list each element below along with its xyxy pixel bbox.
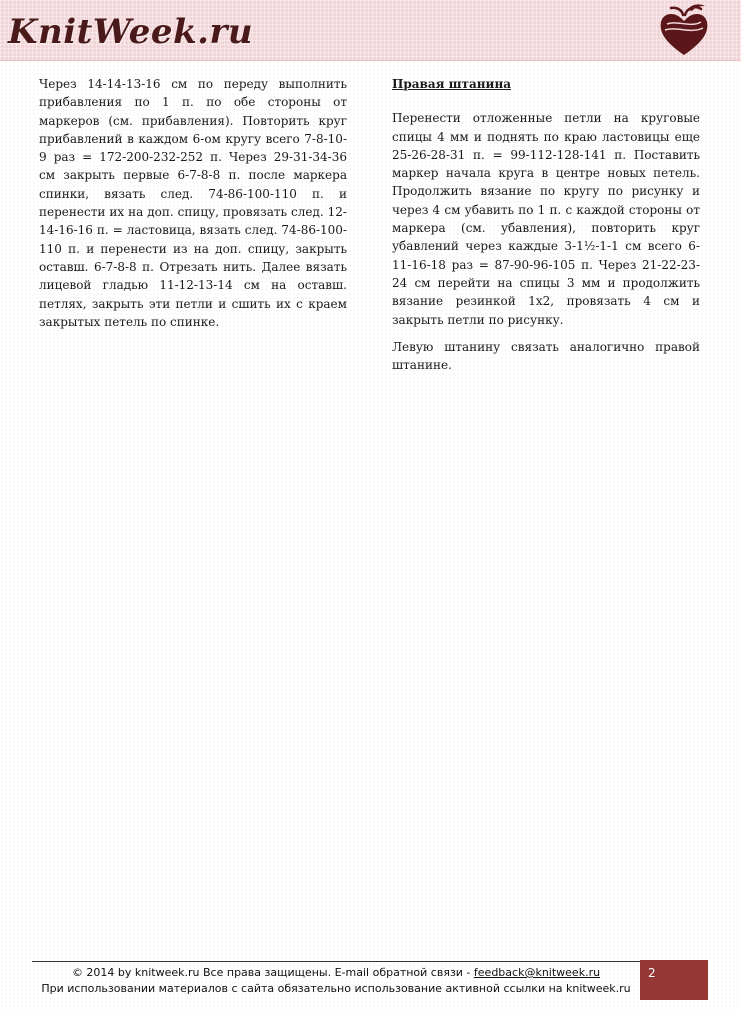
page-number: 2 [648,966,656,980]
right-paragraph-2: Левую штанину связать аналогично правой штанине. [392,339,700,373]
right-column [392,75,700,374]
footer-divider [32,961,640,962]
footer-copyright: © 2014 by knitweek.ru Все права защищены. E-mail обратной связи - [71,966,474,979]
left-paragraph: Через 14-14-13-16 см по переду выполнить прибавления по 1 п. по обе стороны от маркеров (см. прибавления). Повторить круг прибавлений в каждом 6-ом кругу всего 7-8-10-9 раз = 172-200-232-252 п. Через 29-31-34-36 см закрыть первые 6-7-8-8 п. после маркера спинки, вязать след. 74-86-100-110 п. и перенести их на доп. спицу, провязать след. 12-14-16-16 п. = ластовица, вязать след. 74-86-100-110 п. и перенести из на доп. спицу, закрыть оставш. 6-7-8-8 п. Отрезать нить. Далее вязать лицевой гладью 11-12-13-14 см на оставш. петлях, закрыть эти петли и сшить их с краем закрытых петель по спинке. [39,77,347,329]
footer [32,965,640,997]
right-paragraph-1: Перенести отложенные петли на круговые спицы 4 мм и поднять по краю ластовицы еще 25-26-28-31 п. = 99-112-128-141 п. Поставить маркер начала круга в центре новых петель. Продолжить вязание по кругу по рисунку и через 4 см убавить по 1 п. с каждой стороны от маркера (см. убавления), повторить круг убавлений через каждые 3-1½-1-1 см всего 6-11-16-18 раз = 87-90-96-105 п. Через 21-22-23-24 см перейти на спицы 3 мм и продолжить вязание резинкой 1х2, провязать 4 см и закрыть петли по рисунку. [392,111,700,327]
heart-yarn-icon [655,2,713,58]
feedback-email-link[interactable]: feedback@knitweek.ru [473,966,601,979]
section-title: Правая штанина [392,77,512,91]
site-logo[interactable]: KnitWeek.ru [8,12,254,52]
header-band [0,0,741,61]
left-column [39,75,347,331]
footer-line-1 [32,965,640,981]
page-number-box [640,960,708,1000]
footer-notice: При использовании материалов с сайта обязательно использование активной ссылки на knitweek.ru [41,982,631,995]
